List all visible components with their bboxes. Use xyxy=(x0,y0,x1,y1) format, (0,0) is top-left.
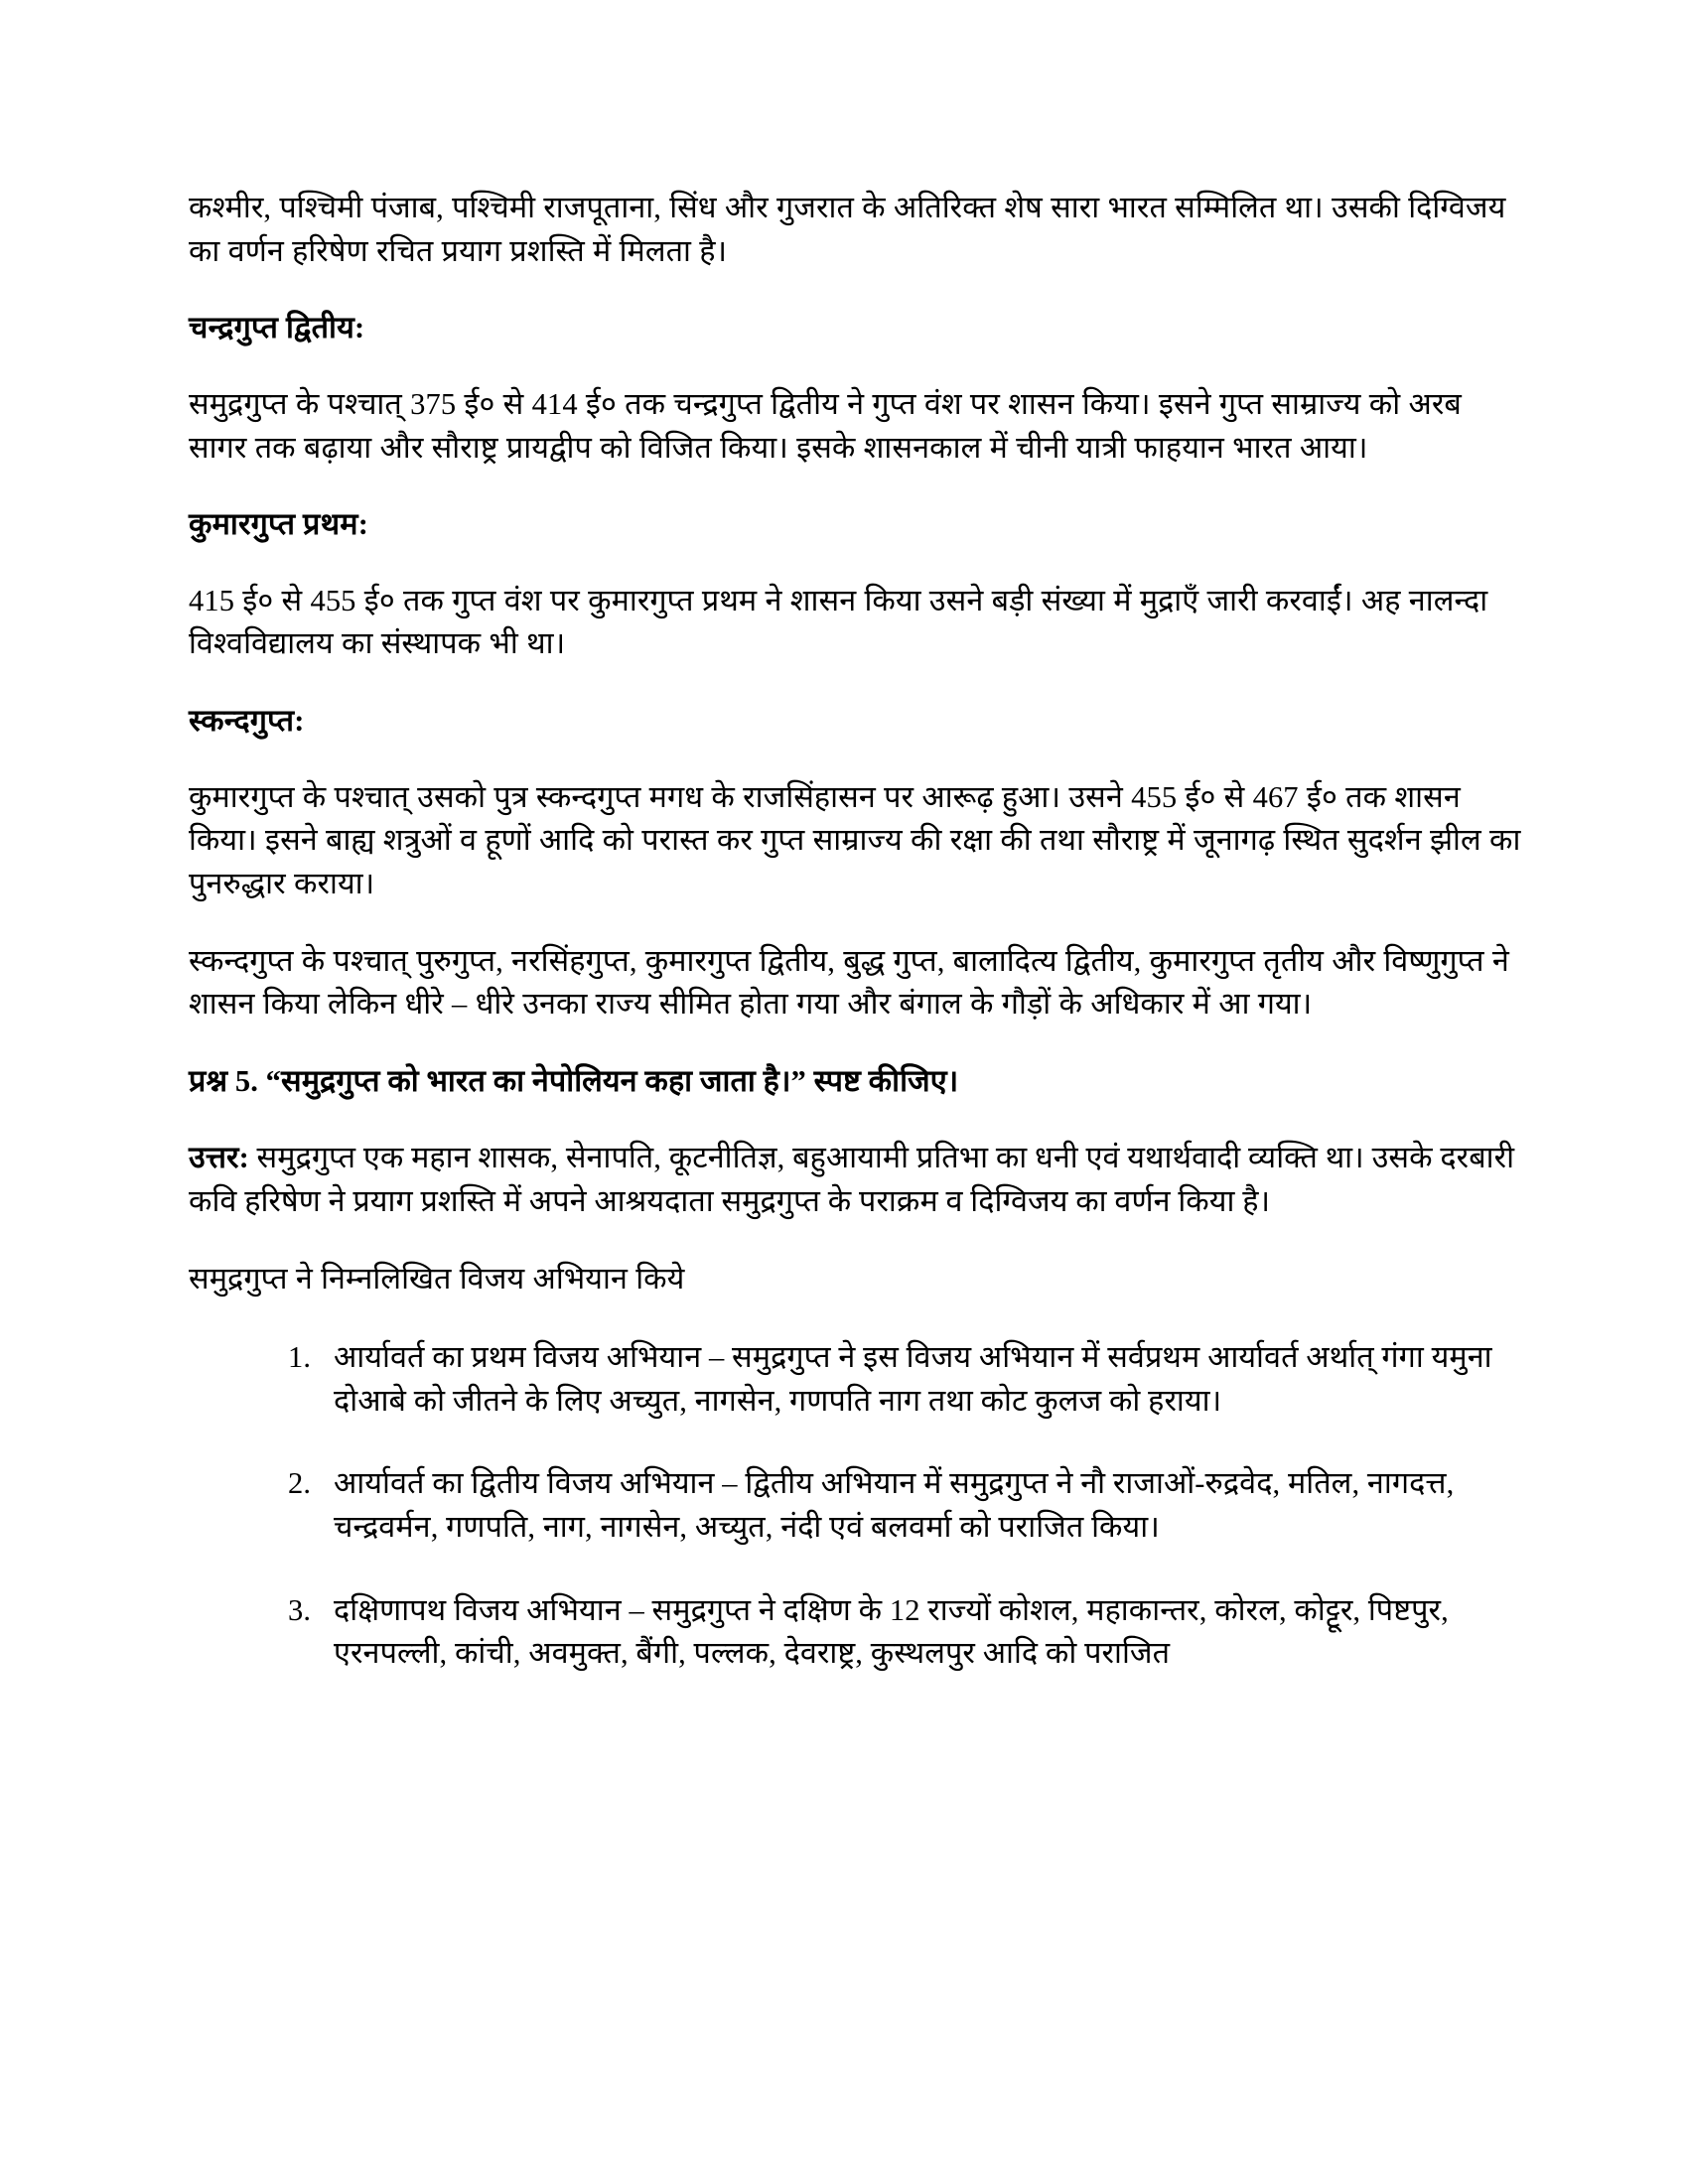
answer-body: समुद्रगुप्त एक महान शासक, सेनापति, कूटनीतिज्ञ, बहुआयामी प्रतिभा का धनी एवं यथार्थवादी व्यक्ति था। उसके दरबारी कवि हरिषेण ने प्रयाग प्रशस्ति में अपने आश्रयदाता समुद्रगुप्त के पराक्रम व दिग्विजय का वर्णन किया है। xyxy=(189,1141,1515,1218)
heading-skandagupta: स्कन्दगुप्त: xyxy=(189,704,305,739)
list-item xyxy=(288,1462,1524,1549)
paragraph-skandagupta-successors: स्कन्दगुप्त के पश्चात् पुरुगुप्त, नरसिंहगुप्त, कुमारगुप्त द्वितीय, बुद्ध गुप्त, बालादित्य द्वितीय, कुमारगुप्त तृतीय और विष्णुगुप्त ने शासन किया लेकिन धीरे – धीरे उनका राज्य सीमित होता गया और बंगाल के गौड़ों के अधिकार में आ गया। xyxy=(189,943,1509,1022)
question-5: प्रश्न 5. “समुद्रगुप्त को भारत का नेपोलियन कहा जाता है।” स्पष्ट कीजिए। xyxy=(189,1063,959,1098)
heading-kumaragupta-pratham: कुमारगुप्त प्रथम: xyxy=(189,507,369,542)
victory-campaign-list xyxy=(189,1336,1524,1676)
list-item-text: आर्यावर्त का प्रथम विजय अभियान – समुद्रगुप्त ने इस विजय अभियान में सर्वप्रथम आर्यावर्त अर्थात् गंगा यमुना दोआबे को जीतने के लिए अच्युत, नागसेन, गणपति नाग तथा कोट कुलज को हराया। xyxy=(334,1340,1492,1418)
document-content xyxy=(189,187,1524,1676)
paragraph-chandragupta: समुद्रगुप्त के पश्चात् 375 ई० से 414 ई० तक चन्द्रगुप्त द्वितीय ने गुप्त वंश पर शासन किया। इसने गुप्त साम्राज्य को अरब सागर तक बढ़ाया और सौराष्ट्र प्रायद्वीप को विजित किया। इसके शासनकाल में चीनी यात्री फाहयान भारत आया। xyxy=(189,386,1462,465)
intro-paragraph: कश्मीर, पश्चिमी पंजाब, पश्चिमी राजपूताना, सिंध और गुजरात के अतिरिक्त शेष सारा भारत सम्मिलित था। उसकी दिग्विजय का वर्णन हरिषेण रचित प्रयाग प्रशस्ति में मिलता है। xyxy=(189,191,1506,268)
answer-label: उत्तर: xyxy=(189,1141,249,1175)
paragraph-skandagupta-reign: कुमारगुप्त के पश्चात् उसको पुत्र स्कन्दगुप्त मगध के राजसिंहासन पर आरूढ़ हुआ। उसने 455 ई० से 467 ई० तक शासन किया। इसने बाह्य शत्रुओं व हूणों आदि को परास्त कर गुप्त साम्राज्य की रक्षा की तथा सौराष्ट्र में जूनागढ़ स्थित सुदर्शन झील का पुनरुद्धार कराया। xyxy=(189,779,1521,900)
list-item xyxy=(288,1589,1524,1676)
list-item-text: आर्यावर्त का द्वितीय विजय अभियान – द्वितीय अभियान में समुद्रगुप्त ने नौ राजाओं-रुद्रवेद, मतिल, नागदत्त, चन्द्रवर्मन, गणपति, नाग, नागसेन, अच्युत, नंदी एवं बलवर्मा को पराजित किया। xyxy=(334,1466,1455,1545)
answer-5 xyxy=(189,1137,1524,1223)
list-intro: समुद्रगुप्त ने निम्नलिखित विजय अभियान किये xyxy=(189,1261,685,1296)
list-item-text: दक्षिणापथ विजय अभियान – समुद्रगुप्त ने दक्षिण के 12 राज्यों कोशल, महाकान्तर, कोरल, कोट्टूर, पिष्टपुर, एरनपल्ली, कांची, अवमुक्त, बैंगी, पल्लक, देवराष्ट्र, कुस्थलपुर आदि को पराजित xyxy=(334,1592,1449,1671)
heading-chandragupta-dvitiya: चन्द्रगुप्त द्वितीय: xyxy=(189,311,365,345)
paragraph-kumaragupta: 415 ई० से 455 ई० तक गुप्त वंश पर कुमारगुप्त प्रथम ने शासन किया उसने बड़ी संख्या में मुद्राएँ जारी करवाईं। अह नालन्दा विश्वविद्यालय का संस्थापक भी था। xyxy=(189,583,1488,661)
list-item xyxy=(288,1336,1524,1423)
